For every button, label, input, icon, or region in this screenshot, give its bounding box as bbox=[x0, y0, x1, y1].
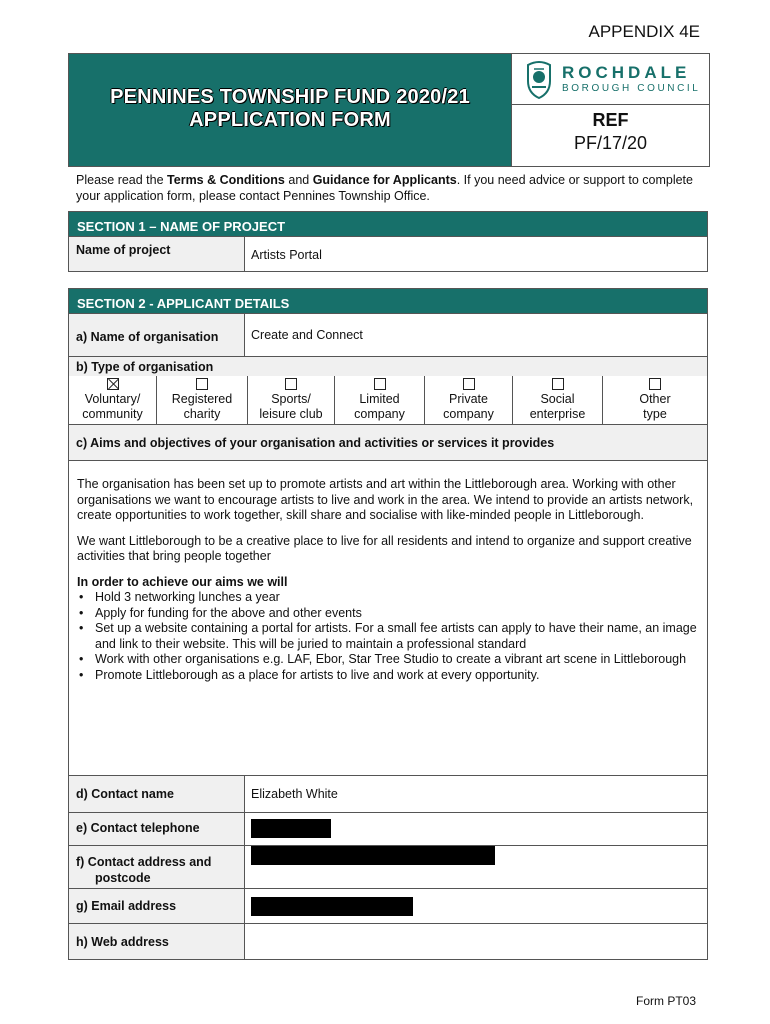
type-label: enterprise bbox=[529, 407, 586, 421]
contact-name-row bbox=[68, 776, 708, 813]
type-option-limited[interactable] bbox=[335, 376, 425, 424]
address-field[interactable] bbox=[245, 846, 707, 888]
logo-text-rochdale: ROCHDALE bbox=[562, 63, 691, 82]
checkbox-sports[interactable] bbox=[285, 378, 297, 390]
crest-icon bbox=[524, 59, 554, 99]
intro-text bbox=[76, 172, 706, 204]
type-label: company bbox=[443, 407, 494, 421]
guidance-text: Guidance for Applicants bbox=[312, 173, 457, 187]
type-option-private[interactable] bbox=[425, 376, 513, 424]
type-label: type bbox=[643, 407, 667, 421]
type-label: Social bbox=[540, 392, 575, 406]
email-row bbox=[68, 889, 708, 924]
project-name-label: Name of project bbox=[69, 237, 245, 271]
address-label-line1: f) Contact address and bbox=[76, 855, 212, 869]
type-label: community bbox=[82, 407, 143, 421]
checkbox-social[interactable] bbox=[552, 378, 564, 390]
contact-name-label: d) Contact name bbox=[69, 776, 245, 812]
intro-part3: . If you need advice or support to complete your application form, please contact Pennines Township Office. bbox=[76, 173, 693, 203]
redacted-email bbox=[251, 897, 413, 916]
type-option-sports[interactable] bbox=[248, 376, 335, 424]
logo-text-borough: BOROUGH COUNCIL bbox=[562, 83, 701, 94]
type-option-social[interactable] bbox=[513, 376, 603, 424]
type-label: company bbox=[354, 407, 405, 421]
checkbox-other[interactable] bbox=[649, 378, 661, 390]
phone-field[interactable] bbox=[245, 813, 707, 845]
aims-list bbox=[77, 590, 700, 683]
list-item: • Work with other organisations e.g. LAF, Ebor, Star Tree Studio to create a vibrant art scene in Littleborough bbox=[95, 652, 700, 668]
ref-label: REF bbox=[592, 110, 629, 130]
list-item: • Set up a website containing a portal for artists. For a small fee artists can apply to have their name, an image and link to their website. This will be juried to maintain a professional standard bbox=[95, 621, 700, 652]
org-type-options bbox=[68, 376, 708, 425]
header-right-block bbox=[512, 54, 709, 166]
checkbox-voluntary[interactable] bbox=[107, 378, 119, 390]
org-type-label: b) Type of organisation bbox=[69, 357, 707, 376]
redacted-address bbox=[251, 846, 495, 865]
section1-header: SECTION 1 – NAME OF PROJECT bbox=[68, 211, 708, 237]
type-label: Other bbox=[639, 392, 671, 406]
aims-label-row bbox=[68, 425, 708, 461]
address-label-line2: postcode bbox=[95, 871, 151, 885]
terms-link-text: Terms & Conditions bbox=[167, 173, 285, 187]
org-name-field[interactable]: Create and Connect bbox=[251, 328, 363, 342]
aims-paragraph-1: The organisation has been set up to promote artists and art within the Littleborough area. Working with other organisations we want to encourage artists to live and work in the area. We intend to provide an artists network, create opportunities to work together, skill share and socialise with like-minded people in Littleborough. bbox=[77, 477, 694, 522]
phone-label: e) Contact telephone bbox=[69, 813, 245, 845]
checkbox-limited[interactable] bbox=[374, 378, 386, 390]
appendix-label: APPENDIX 4E bbox=[588, 22, 700, 41]
aims-label: c) Aims and objectives of your organisation and activities or services it provides bbox=[69, 425, 707, 460]
form-title-line1: PENNINES TOWNSHIP FUND 2020/21 bbox=[110, 86, 470, 108]
list-item: • Hold 3 networking lunches a year bbox=[95, 590, 700, 606]
type-label: charity bbox=[183, 407, 221, 421]
aims-field[interactable] bbox=[68, 461, 708, 776]
web-label: h) Web address bbox=[69, 924, 245, 959]
form-code: Form PT03 bbox=[635, 994, 696, 1008]
type-label: Private bbox=[449, 392, 488, 406]
type-label: Voluntary/ bbox=[84, 392, 141, 406]
aims-paragraph-2: We want Littleborough to be a creative place to live for all residents and intend to organize and support creative activities that bring people together bbox=[77, 533, 692, 563]
type-label: Limited bbox=[359, 392, 400, 406]
list-item: • Apply for funding for the above and other events bbox=[95, 606, 700, 622]
type-option-charity[interactable] bbox=[157, 376, 248, 424]
checkbox-private[interactable] bbox=[463, 378, 475, 390]
phone-row bbox=[68, 813, 708, 846]
form-title-line2: APPLICATION FORM bbox=[189, 109, 391, 131]
redacted-phone bbox=[251, 819, 331, 838]
type-label: leisure club bbox=[259, 407, 323, 421]
type-label: Registered bbox=[171, 392, 233, 406]
type-option-voluntary[interactable] bbox=[69, 376, 157, 424]
ref-box bbox=[512, 105, 709, 166]
web-row bbox=[68, 924, 708, 960]
org-name-row bbox=[68, 314, 708, 357]
org-name-label: a) Name of organisation bbox=[69, 314, 245, 356]
type-label: Sports/ bbox=[271, 392, 311, 406]
form-header bbox=[68, 53, 710, 167]
project-name-field[interactable]: Artists Portal bbox=[251, 248, 322, 262]
council-logo bbox=[512, 54, 709, 105]
project-name-row bbox=[68, 237, 708, 272]
type-option-other[interactable] bbox=[603, 376, 707, 424]
web-field[interactable] bbox=[245, 924, 707, 959]
checkbox-charity[interactable] bbox=[196, 378, 208, 390]
intro-part2: and bbox=[284, 173, 313, 187]
org-type-row bbox=[68, 357, 708, 377]
list-item: • Promote Littleborough as a place for artists to live and work at every opportunity. bbox=[95, 668, 700, 684]
ref-value: PF/17/20 bbox=[573, 133, 648, 153]
email-label: g) Email address bbox=[69, 889, 245, 923]
email-field[interactable] bbox=[245, 889, 707, 923]
contact-name-field[interactable]: Elizabeth White bbox=[251, 787, 338, 801]
aims-heading: In order to achieve our aims we will bbox=[77, 574, 288, 589]
intro-part1: Please read the bbox=[76, 173, 168, 187]
address-label bbox=[69, 846, 245, 888]
section2-header: SECTION 2 - APPLICANT DETAILS bbox=[68, 288, 708, 314]
form-title-block bbox=[69, 54, 512, 166]
address-row bbox=[68, 846, 708, 889]
